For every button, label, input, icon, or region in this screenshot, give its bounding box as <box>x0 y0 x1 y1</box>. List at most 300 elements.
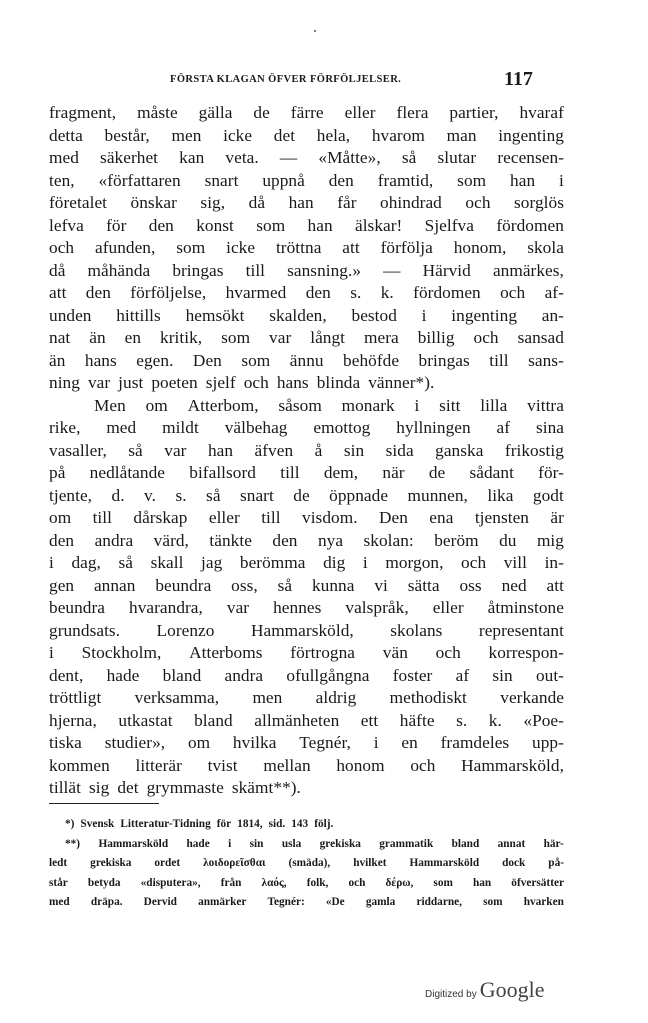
word: Hammarsköld <box>98 837 169 850</box>
word: sig, <box>200 193 226 212</box>
word: hvarken <box>523 896 564 908</box>
text-line <box>49 260 564 283</box>
word: snart <box>240 485 274 505</box>
word: bestod <box>351 305 397 325</box>
word: den <box>328 170 354 190</box>
word: här- <box>543 837 564 850</box>
word: Lorenzo <box>156 620 215 640</box>
word: den <box>85 283 111 302</box>
word: dock <box>502 857 526 869</box>
footnote-divider <box>49 803 159 804</box>
word: godt <box>532 485 564 505</box>
word: blinda <box>316 373 361 392</box>
word: ordet <box>154 857 181 869</box>
word: ingenting <box>451 305 518 325</box>
word: foster <box>392 665 433 685</box>
word: ledt <box>49 857 68 869</box>
word: bifallsord <box>189 463 256 482</box>
text-line <box>49 507 564 530</box>
word: riddarne, <box>416 896 462 908</box>
word: bland <box>194 710 233 730</box>
text-line <box>49 327 564 350</box>
word: upp- <box>532 733 564 752</box>
word: andra <box>224 665 264 685</box>
word: Härvid <box>422 260 471 280</box>
word: ännu <box>289 350 324 370</box>
word: de <box>293 485 310 505</box>
word: än <box>49 350 66 370</box>
word: hvarmed <box>225 283 287 302</box>
word: vittra <box>527 395 564 415</box>
word: d. <box>111 485 125 505</box>
word: hans <box>276 373 309 392</box>
word: när <box>382 463 405 482</box>
text-line <box>49 102 564 125</box>
word: till <box>261 508 281 527</box>
word: nedlåtande <box>89 463 166 482</box>
word: dårskap <box>133 508 188 527</box>
word: han <box>207 440 234 460</box>
word: bland <box>162 665 202 685</box>
word: i <box>559 170 564 190</box>
word: betyda <box>87 876 121 889</box>
word: med <box>49 148 79 167</box>
word: värd, <box>153 530 189 550</box>
word: hvaraf <box>519 103 564 122</box>
word: och <box>461 553 487 572</box>
word: som <box>241 350 271 370</box>
text-line <box>49 620 564 643</box>
word: an- <box>541 305 564 325</box>
word: ohindrad <box>380 193 442 212</box>
word: och <box>500 283 526 302</box>
word: eller <box>208 508 240 527</box>
text-line <box>49 485 564 508</box>
word: åtminstone <box>487 598 564 617</box>
word: gamla <box>365 896 396 908</box>
word: korrespon- <box>488 643 564 662</box>
word: i <box>228 837 232 850</box>
word: såsom <box>278 395 322 415</box>
word: kommen <box>49 755 110 775</box>
word: långt <box>310 328 346 347</box>
word: en <box>401 733 418 752</box>
word: tvist <box>207 755 238 775</box>
text-line <box>49 530 564 553</box>
printer-mark <box>314 30 316 32</box>
footnote-line <box>49 893 564 913</box>
word: Hammarsköld <box>409 857 480 869</box>
word: gälla <box>198 103 233 122</box>
word: grekiska <box>319 837 361 850</box>
word: sida <box>385 440 414 460</box>
word: Litteratur-Tidning <box>120 818 211 830</box>
word: «Poe- <box>523 710 564 730</box>
word: företalet <box>49 193 108 212</box>
word: 1814, <box>237 818 263 830</box>
word: 143 <box>291 818 309 830</box>
word: så <box>277 575 293 595</box>
word: hade <box>106 665 140 685</box>
word: och <box>465 193 491 212</box>
text-line <box>49 350 564 373</box>
word: hvarom <box>371 125 425 145</box>
word: ofullgångna <box>286 665 370 685</box>
word: unden <box>49 305 92 325</box>
word: sin <box>492 665 513 685</box>
footnote-line <box>49 854 564 874</box>
word: å <box>314 440 323 460</box>
word: skolans <box>390 620 443 640</box>
word: sitt <box>439 395 461 415</box>
word: frikostig <box>504 440 564 460</box>
word: ganska <box>435 440 484 460</box>
word: grammatik <box>379 837 434 850</box>
word: skämt**). <box>231 778 301 797</box>
text-line <box>49 710 564 733</box>
word: hvilka <box>232 733 277 752</box>
word: berömma <box>239 553 306 572</box>
word: skalden, <box>269 305 327 325</box>
word: λοιδορεῖσθαι <box>203 857 266 869</box>
word: fördomen <box>413 283 481 302</box>
footnotes <box>49 815 564 913</box>
word: Svensk <box>80 818 115 830</box>
word: v. <box>144 485 156 505</box>
word: eller <box>432 598 464 617</box>
word: eller <box>344 103 376 122</box>
word: förföljelse, <box>130 283 207 302</box>
word: sans- <box>528 350 564 370</box>
word: verkande <box>500 688 564 707</box>
word: en <box>124 328 142 347</box>
word: hittills <box>116 305 161 325</box>
text-line <box>49 125 564 148</box>
word: mig <box>536 530 564 550</box>
text-line <box>49 665 564 688</box>
word: som <box>457 170 487 190</box>
text-line <box>49 282 564 305</box>
word: oss <box>459 575 482 595</box>
word: var <box>87 373 111 392</box>
text-line <box>49 417 564 440</box>
word: han <box>472 876 492 889</box>
word: behöfde <box>343 350 400 370</box>
word: och <box>435 643 461 662</box>
word: andra <box>94 530 134 550</box>
word: men <box>252 688 283 707</box>
digitized-prefix: Digitized by <box>425 989 477 1000</box>
word: sätta <box>407 575 440 595</box>
word: i <box>362 553 368 572</box>
word: icke <box>223 125 253 145</box>
word: som <box>176 238 206 257</box>
word: usla <box>281 837 302 850</box>
word: till <box>92 508 112 527</box>
word: grymmaste <box>146 778 224 797</box>
word: då <box>248 193 266 212</box>
word: valspråk, <box>345 598 409 617</box>
word: var <box>164 440 187 460</box>
text-line <box>49 575 564 598</box>
word: af- <box>544 283 564 302</box>
word: tröttligt <box>49 688 102 707</box>
word: Hammarsköld, <box>250 620 354 640</box>
word: annat <box>497 837 526 850</box>
word: sorglös <box>514 193 564 212</box>
word: af <box>496 418 511 437</box>
word: s. <box>456 710 468 730</box>
word: var <box>226 598 250 617</box>
word: af <box>455 665 470 685</box>
word: sin <box>343 440 365 460</box>
word: som <box>221 328 251 347</box>
word: bringas <box>172 260 224 280</box>
text-line <box>49 755 564 778</box>
word: framdeles <box>440 733 510 752</box>
word: tänkte <box>209 530 252 550</box>
word: var <box>269 328 292 347</box>
word: jag <box>201 553 223 572</box>
word: Men <box>94 395 126 415</box>
word: de <box>428 463 446 482</box>
word: den <box>148 215 174 235</box>
word: äfven <box>254 440 294 460</box>
word: om <box>49 508 72 527</box>
word: morgon, <box>385 553 444 572</box>
word: för <box>106 215 127 235</box>
word: dig <box>323 553 346 572</box>
word: tjensten <box>474 508 529 527</box>
word: de <box>253 103 270 122</box>
word: ett <box>360 710 379 730</box>
text-line <box>49 777 564 800</box>
word: grekiska <box>90 857 132 869</box>
footnote-line <box>49 874 564 894</box>
word: (smäda), <box>288 857 331 869</box>
word: s. <box>350 283 362 302</box>
text-line <box>49 732 564 755</box>
word: mera <box>364 328 399 347</box>
word: hyllningen <box>396 418 471 437</box>
word: sina <box>535 418 564 437</box>
text-line <box>49 192 564 215</box>
word: «Måtte», <box>318 148 381 167</box>
word: allmänheten <box>254 710 340 730</box>
word: tiska <box>49 733 82 752</box>
word: med <box>49 896 70 908</box>
word: just <box>118 373 144 392</box>
page-number: 117 <box>504 68 533 90</box>
word: hennes <box>273 598 322 617</box>
word: önskar <box>130 193 177 212</box>
word: hemsökt <box>185 305 245 325</box>
word: mellan <box>263 755 311 775</box>
word: häfte <box>399 710 435 730</box>
word: men <box>171 125 202 145</box>
word: framtid, <box>377 170 434 190</box>
word: till <box>489 350 509 370</box>
text-line <box>49 440 564 463</box>
word: så <box>118 553 133 572</box>
text-line <box>49 237 564 260</box>
word: och <box>410 755 436 775</box>
word: sansad <box>517 328 564 347</box>
word: förfölja <box>380 238 433 257</box>
word: till <box>245 260 266 280</box>
word: vänner*). <box>368 373 435 392</box>
text-line <box>49 552 564 575</box>
word: kritik, <box>160 328 203 347</box>
word: på <box>49 463 66 482</box>
word: sin <box>249 837 264 850</box>
word: «disputera», <box>140 876 201 889</box>
word: — <box>383 260 401 280</box>
text-line <box>49 687 564 710</box>
word: hjerna, <box>49 710 97 730</box>
word: och <box>49 238 75 257</box>
word: i <box>49 553 54 572</box>
word: egen. <box>136 350 174 370</box>
word: följ. <box>314 818 334 830</box>
word: veta. <box>225 148 259 167</box>
word: studier», <box>104 733 166 752</box>
footnote-line <box>49 835 564 855</box>
word: så <box>128 440 143 460</box>
word: lika <box>487 485 514 505</box>
word: är <box>550 508 564 527</box>
word: Tegnér: <box>267 896 305 908</box>
word: älskar! <box>354 215 403 235</box>
word: består, <box>104 125 150 145</box>
word: s. <box>175 485 187 505</box>
word: hvilket <box>353 857 387 869</box>
word: dräpa. <box>90 896 123 908</box>
word: på- <box>548 857 564 869</box>
running-title: FÖRSTA KLAGAN ÖFVER FÖRFÖLJELSER. <box>170 74 402 85</box>
word: — <box>279 148 298 167</box>
word: ning <box>49 373 80 392</box>
text-line <box>49 147 564 170</box>
word: aldrig <box>315 688 357 707</box>
word: hade <box>186 837 210 850</box>
word: måste <box>137 103 178 122</box>
word: hvarandra, <box>129 598 203 617</box>
text-line <box>49 395 564 418</box>
word: den <box>49 530 75 550</box>
word: tjente, <box>49 485 93 505</box>
word: välbehag <box>224 418 288 437</box>
word: kunna <box>311 575 355 595</box>
word: dem, <box>323 463 359 482</box>
word: som <box>433 876 453 889</box>
word: skola <box>527 238 564 257</box>
word: den <box>305 283 331 302</box>
word: Dervid <box>143 896 177 908</box>
word: och <box>473 328 499 347</box>
word: det <box>117 778 139 797</box>
word: snart <box>204 170 239 190</box>
word: Atterboms <box>189 643 263 662</box>
word: så <box>206 485 221 505</box>
word: och <box>243 373 269 392</box>
word: till <box>280 463 300 482</box>
word: dent, <box>49 665 84 685</box>
text-line <box>49 372 564 395</box>
footnote-line <box>49 815 564 835</box>
word: visdom. <box>302 508 358 527</box>
word: och <box>348 876 366 889</box>
word: som <box>483 896 503 908</box>
word: *) <box>65 818 75 830</box>
word: om <box>187 733 211 752</box>
word: bringas <box>418 350 470 370</box>
word: munnen, <box>407 485 468 505</box>
word: det <box>273 125 296 145</box>
word: den <box>272 530 298 550</box>
word: du <box>499 530 517 550</box>
word: afunden, <box>94 238 156 257</box>
word: folk, <box>306 876 329 889</box>
word: methodiskt <box>389 688 467 707</box>
word: i <box>414 395 420 415</box>
word: δέρω, <box>385 876 414 889</box>
word: Den <box>378 508 408 527</box>
word: gen <box>49 575 75 595</box>
word: att <box>342 238 360 257</box>
word: hans <box>84 350 117 370</box>
word: annan <box>93 575 136 595</box>
text-line <box>49 170 564 193</box>
word: recensen- <box>497 148 564 167</box>
word: sansning.» <box>287 260 362 280</box>
word: i <box>49 643 54 662</box>
word: out- <box>535 665 564 685</box>
word: då <box>49 260 66 280</box>
word: får <box>337 193 357 212</box>
word: «De <box>325 896 345 908</box>
word: k. <box>380 283 394 302</box>
word: skall <box>150 553 184 572</box>
word: verksamma, <box>134 688 220 707</box>
word: k. <box>488 710 502 730</box>
word: beundra <box>49 598 106 617</box>
word: Hammarsköld, <box>461 755 564 775</box>
word: fördomen <box>496 215 564 235</box>
word: anmärkes, <box>492 260 564 280</box>
word: står <box>49 876 68 889</box>
word: ingenting <box>498 125 564 145</box>
text-line <box>49 642 564 665</box>
word: i <box>421 305 427 325</box>
word: så <box>401 148 417 167</box>
word: om <box>145 395 168 415</box>
word: utkastat <box>118 710 173 730</box>
word: han <box>510 170 536 190</box>
word: Den <box>192 350 222 370</box>
word: han <box>288 193 314 212</box>
word: i <box>373 733 379 752</box>
word: in- <box>544 553 564 572</box>
word: man <box>446 125 477 145</box>
word: bland <box>451 837 480 850</box>
word: poeten <box>151 373 198 392</box>
word: säkerhet <box>100 148 159 167</box>
word: öfversätter <box>511 876 564 889</box>
word: vasaller, <box>49 440 107 460</box>
google-logo: Google <box>479 977 545 1002</box>
word: oss, <box>231 575 258 595</box>
